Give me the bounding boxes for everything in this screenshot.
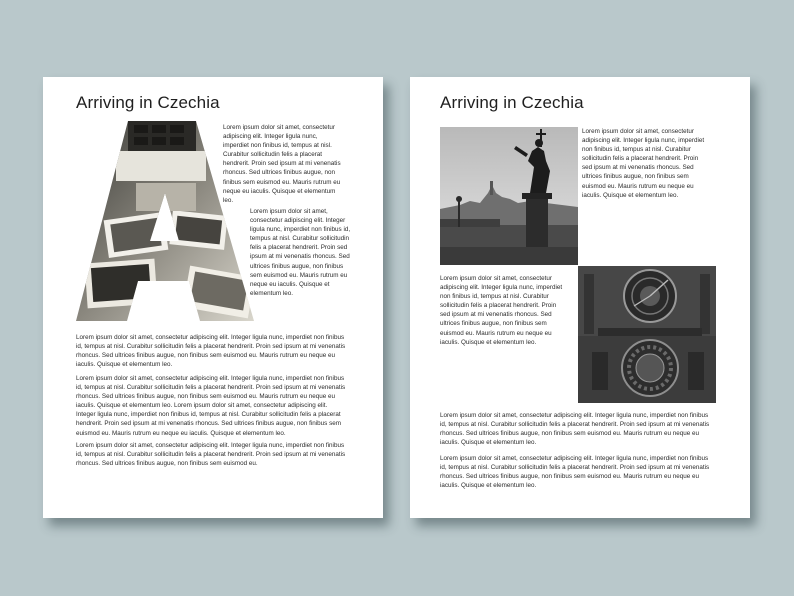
page-title: Arriving in Czechia — [440, 93, 584, 112]
document-page-left — [43, 77, 383, 518]
statue-bridge-image — [440, 127, 578, 265]
page-title: Arriving in Czechia — [76, 93, 220, 112]
body-paragraph-1: Lorem ipsum dolor sit amet, consectetur adipiscing elit. Integer ligula nunc, imperdiet non finibus id, tempus at nisl. Curabitur sollicitudin felis a placerat hendrerit. Proin sed ipsum at mi venenatis rhoncus. Sed ultrices finibus augue, non finibus sem euismod eu. Mauris rutrum eu neque eu iaculis. Quisque et elementum leo. — [440, 412, 710, 447]
intro-column-text-1: Lorem ipsum dolor sit amet, consectetur adipiscing elit. Integer ligula nunc, imperdiet non finibus id, tempus at nisl. Curabitur sollicitudin felis a placerat hendrerit. Proin sed ipsum at mi venenatis rhoncus. Sed ultrices finibus augue, non finibus sem euismod eu. Mauris rutrum eu neque eu iaculis. Quisque et elementum leo. — [582, 128, 705, 199]
astronomical-clock-photo — [578, 266, 716, 403]
intro-column-text-1: Lorem ipsum dolor sit amet, consectetur adipiscing elit. Integer ligula nunc, imperdiet non finibus id, tempus at nisl. Curabitur sollicitudin felis a placerat hendrerit. Proin sed ipsum at mi venenatis rhoncus. Sed ultrices finibus augue, non finibus sem euismod eu. Mauris rutrum eu neque eu iaculis. Quisque et elementum leo. — [223, 124, 341, 204]
body-paragraph-1: Lorem ipsum dolor sit amet, consectetur adipiscing elit. Integer ligula nunc, imperdiet non finibus id, tempus at nisl. Curabitur sollicitudin felis a placerat hendrerit. Proin sed ipsum at mi venenatis rhoncus. Sed ultrices finibus augue, non finibus sem euismod eu. Mauris rutrum eu neque eu iaculis. Quisque et elementum leo. — [76, 334, 346, 369]
intro-column-text-2: Lorem ipsum dolor sit amet, consectetur adipiscing elit. Integer ligula nunc, imperdiet non finibus id, tempus at nisl. Curabitur sollicitudin felis a placerat hendrerit. Proin sed ipsum at mi venenatis rhoncus. Sed ultrices finibus augue, non finibus sem euismod eu. Mauris rutrum eu neque eu iaculis. Quisque et elementum leo. — [440, 275, 563, 346]
body-paragraph-2: Lorem ipsum dolor sit amet, consectetur adipiscing elit. Integer ligula nunc, imperdiet non finibus id, tempus at nisl. Curabitur sollicitudin felis a placerat hendrerit. Proin sed ipsum at mi venenatis rhoncus. Sed ultrices finibus augue, non finibus sem euismod eu. Mauris rutrum eu neque eu iaculis. Quisque et elementum leo. Lorem ipsum dolor sit amet, consectetur adipiscing elit. Integer ligula nunc, imperdiet non finibus id, tempus at nisl. Curabitur sollicitudin felis a placerat hendrerit. Proin sed ipsum at mi venenatis rhoncus. Sed ultrices finibus augue, non finibus sem euismod eu. Mauris rutrum eu neque eu iaculis. Quisque et elementum leo. — [76, 375, 346, 437]
astronomical-clock-image — [578, 266, 716, 403]
body-paragraph-3: Lorem ipsum dolor sit amet, consectetur adipiscing elit. Integer ligula nunc, imperdiet non finibus id, tempus at nisl. Curabitur sollicitudin felis a placerat hendrerit. Proin sed ipsum at mi venenatis rhoncus. Sed ultrices finibus augue, non finibus sem euismod eu. — [76, 442, 346, 468]
statue-bridge-photo — [440, 127, 578, 265]
body-paragraph-2: Lorem ipsum dolor sit amet, consectetur adipiscing elit. Integer ligula nunc, imperdiet non finibus id, tempus at nisl. Curabitur sollicitudin felis a placerat hendrerit. Proin sed ipsum at mi venenatis rhoncus. Sed ultrices finibus augue, non finibus sem euismod eu. Mauris rutrum eu neque eu iaculis. Quisque et elementum leo. — [440, 455, 710, 490]
intro-column-text-2: Lorem ipsum dolor sit amet, consectetur adipiscing elit. Integer ligula nunc, imperdiet non finibus id, tempus at nisl. Curabitur sollicitudin felis a placerat hendrerit. Proin sed ipsum at mi venenatis rhoncus. Sed ultrices finibus augue, non finibus sem euismod eu. Mauris rutrum eu neque eu iaculis. Quisque et elementum leo. — [250, 208, 351, 297]
document-page-right — [410, 77, 750, 518]
